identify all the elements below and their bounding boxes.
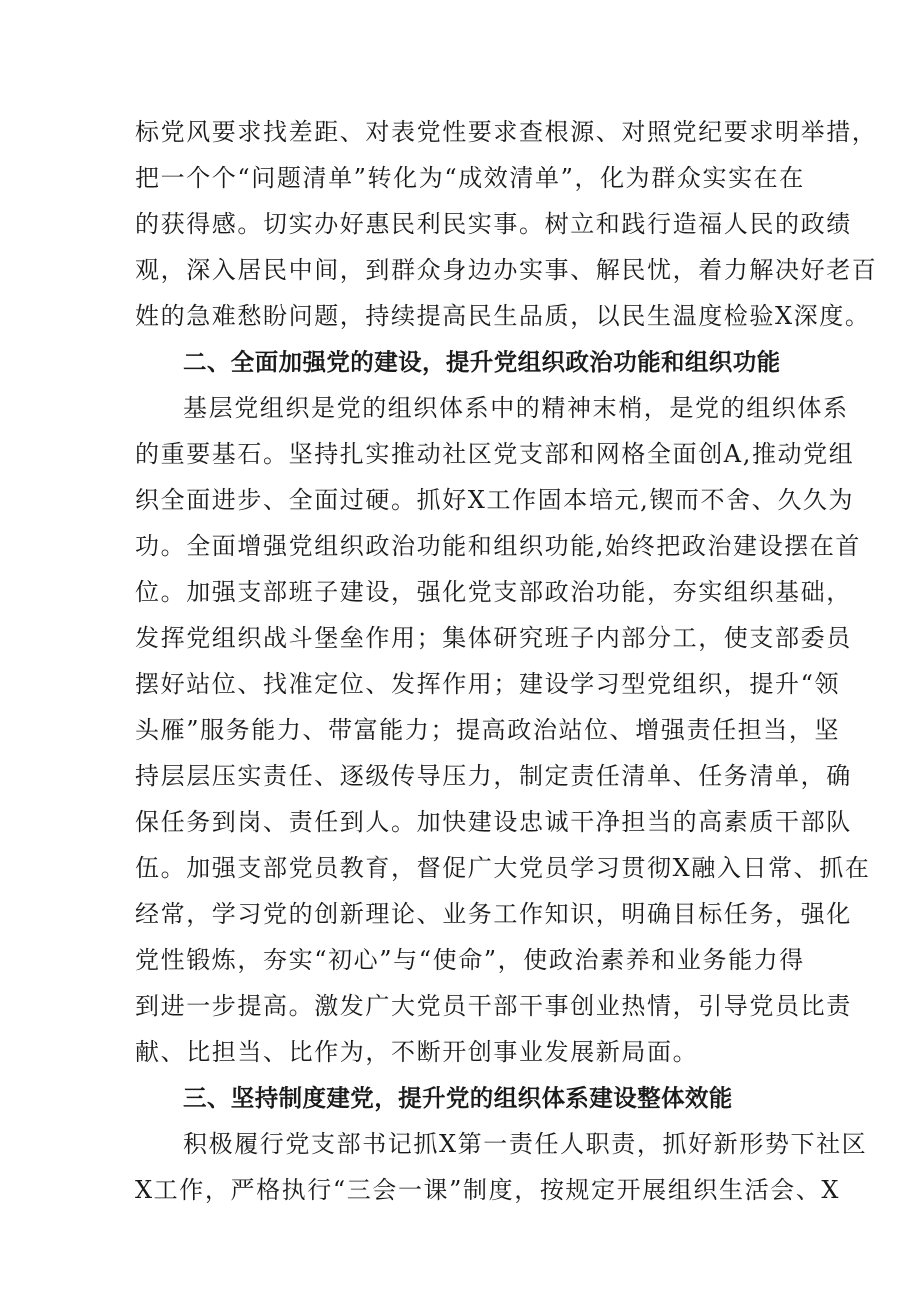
section-2-line-11: 伍。加强支部党员教育，督促广大党员学习贯彻X融入日常、抓在 bbox=[135, 854, 871, 882]
section-2-line-7: 摆好站位、找准定位、发挥作用；建设学习型党组织，提升“领 bbox=[135, 670, 841, 698]
paragraph-1-line-1: 标党风要求找差距、对表党性要求查根源、对照党纪要求明举措， bbox=[135, 118, 878, 146]
section-2-line-13: 党性锻炼，夯实“初心”与“使命”，使政治素养和业务能力得 bbox=[135, 946, 805, 974]
section-2-line-5: 位。加强支部班子建设，强化党支部政治功能，夯实组织基础， bbox=[135, 578, 852, 606]
section-2-line-8: 头雁”服务能力、带富能力；提高政治站位、增强责任担当，坚 bbox=[135, 716, 841, 744]
section-2-line-6: 发挥党组织战斗堡垒作用；集体研究班子内部分工，使支部委员 bbox=[135, 624, 852, 652]
section-3-line-2: X工作，严格执行“三会一课”制度，按规定开展组织生活会、X bbox=[135, 1176, 841, 1204]
section-3-line-1: 积极履行党支部书记抓X第一责任人职责，抓好新形势下社区 bbox=[183, 1130, 868, 1158]
paragraph-1-line-2: 把一个个“问题清单”转化为“成效清单”，化为群众实实在在 bbox=[135, 164, 805, 192]
section-2-line-4: 功。全面增强党组织政治功能和组织功能,始终把政治建设摆在首 bbox=[135, 532, 862, 560]
section-2-line-15: 献、比担当、比作为，不断开创事业发展新局面。 bbox=[135, 1038, 699, 1066]
paragraph-1-line-4: 观，深入居民中间，到群众身边办实事、解民忧，着力解决好老百 bbox=[135, 256, 878, 284]
section-2-line-2: 的重要基石。坚持扎实推动社区党支部和网格全面创A,推动党组 bbox=[135, 440, 855, 468]
paragraph-1-line-3: 的获得感。切实办好惠民利民实事。树立和践行造福人民的政绩 bbox=[135, 210, 852, 238]
section-2-line-14: 到进一步提高。激发广大党员干部干事创业热情，引导党员比责 bbox=[135, 992, 852, 1020]
section-2-heading: 二、全面加强党的建设，提升党组织政治功能和组织功能 bbox=[183, 348, 781, 376]
section-2-line-9: 持层层压实责任、逐级传导压力，制定责任清单、任务清单，确 bbox=[135, 762, 852, 790]
section-2-line-1: 基层党组织是党的组织体系中的精神末梢，是党的组织体系 bbox=[183, 394, 849, 422]
section-2-line-12: 经常，学习党的创新理论、业务工作知识，明确目标任务，强化 bbox=[135, 900, 852, 928]
section-2-line-10: 保任务到岗、责任到人。加快建设忠诚干净担当的高素质干部队 bbox=[135, 808, 852, 836]
paragraph-1-line-5: 姓的急难愁盼问题，持续提高民生品质，以民生温度检验X深度。 bbox=[135, 302, 871, 330]
section-2-line-3: 织全面进步、全面过硬。抓好X工作固本培元,锲而不舍、久久为 bbox=[135, 486, 855, 514]
section-3-heading: 三、坚持制度建党，提升党的组织体系建设整体效能 bbox=[183, 1084, 733, 1112]
